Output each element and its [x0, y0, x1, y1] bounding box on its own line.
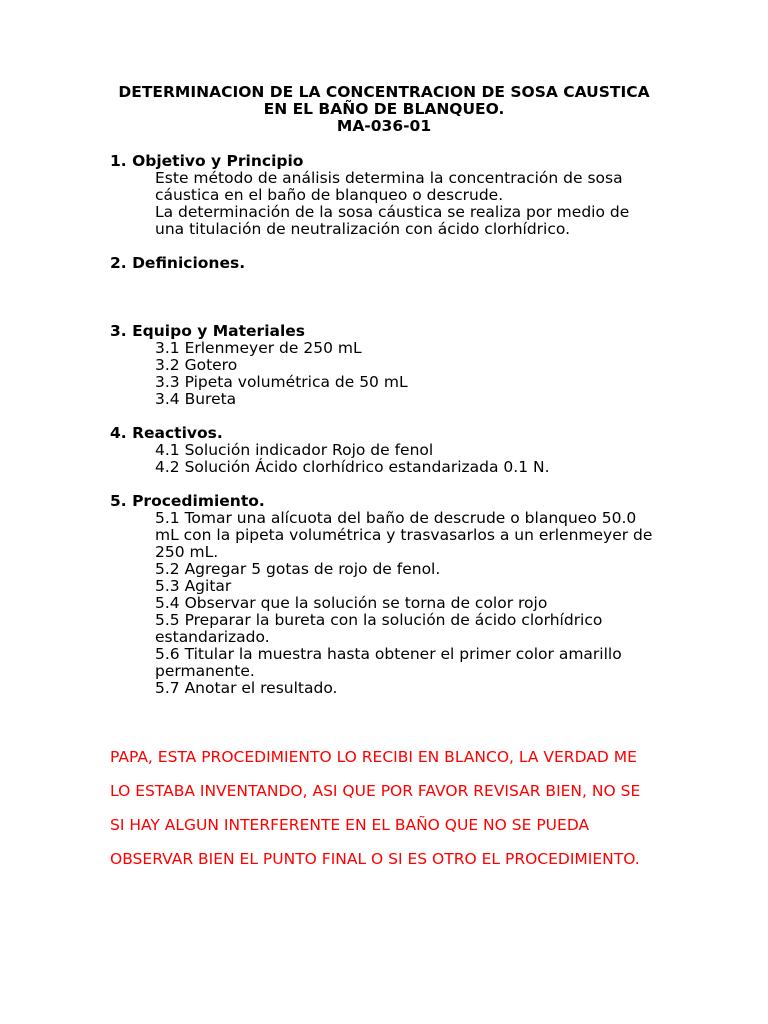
- list-item: mL con la pipeta volumétrica y trasvasarlos a un erlenmeyer de: [155, 526, 653, 544]
- list-item: 3.3 Pipeta volumétrica de 50 mL: [155, 373, 408, 391]
- list-item: 250 mL.: [155, 543, 219, 561]
- list-item: permanente.: [155, 662, 255, 680]
- list-item: 3.2 Gotero: [155, 356, 238, 374]
- body-line: una titulación de neutralización con ácido clorhídrico.: [155, 220, 571, 238]
- list-item: 3.4 Bureta: [155, 390, 237, 408]
- list-item: 5.6 Titular la muestra hasta obtener el primer color amarillo: [155, 645, 622, 663]
- list-item: 5.3 Agitar: [155, 577, 232, 595]
- section-objetivo: [110, 153, 670, 238]
- note-line: LO ESTABA INVENTANDO, ASI QUE POR FAVOR REVISAR BIEN, NO SE: [110, 782, 641, 800]
- section-equipo: [110, 323, 670, 408]
- list-item: 4.1 Solución indicador Rojo de fenol: [155, 441, 434, 459]
- body-line: Este método de análisis determina la concentración de sosa: [155, 169, 623, 187]
- body-line: La determinación de la sosa cáustica se realiza por medio de: [155, 203, 630, 221]
- section-heading: 1. Objetivo y Principio: [110, 152, 304, 170]
- section-heading: 2. Definiciones.: [110, 254, 246, 272]
- list-item: estandarizado.: [155, 628, 270, 646]
- note-line: PAPA, ESTA PROCEDIMIENTO LO RECIBI EN BLANCO, LA VERDAD ME: [110, 748, 637, 766]
- section-body: [110, 340, 670, 408]
- section-heading: 3. Equipo y Materiales: [110, 322, 306, 340]
- title-line: DETERMINACION DE LA CONCENTRACION DE SOSA CAUSTICA: [118, 83, 650, 101]
- red-note: [110, 732, 670, 885]
- section-procedimiento: [110, 493, 670, 697]
- section-body: [110, 170, 670, 238]
- document-title: [0, 84, 768, 135]
- title-line: EN EL BAÑO DE BLANQUEO.: [263, 100, 505, 118]
- note-line: OBSERVAR BIEN EL PUNTO FINAL O SI ES OTRO EL PROCEDIMIENTO.: [110, 850, 640, 868]
- list-item: 5.1 Tomar una alícuota del baño de descrude o blanqueo 50.0: [155, 509, 637, 527]
- list-item: 4.2 Solución Ácido clorhídrico estandarizada 0.1 N.: [155, 458, 550, 476]
- document-code: MA-036-01: [336, 117, 432, 135]
- section-heading: 4. Reactivos.: [110, 424, 223, 442]
- note-line: SI HAY ALGUN INTERFERENTE EN EL BAÑO QUE NO SE PUEDA: [110, 816, 590, 834]
- section-body: [110, 510, 670, 697]
- list-item: 3.1 Erlenmeyer de 250 mL: [155, 339, 362, 357]
- section-definiciones: [110, 255, 670, 272]
- list-item: 5.5 Preparar la bureta con la solución de ácido clorhídrico: [155, 611, 603, 629]
- list-item: 5.2 Agregar 5 gotas de rojo de fenol.: [155, 560, 441, 578]
- body-line: cáustica en el baño de blanqueo o descrude.: [155, 186, 504, 204]
- list-item: 5.7 Anotar el resultado.: [155, 679, 338, 697]
- section-heading: 5. Procedimiento.: [110, 492, 265, 510]
- list-item: 5.4 Observar que la solución se torna de color rojo: [155, 594, 548, 612]
- section-reactivos: [110, 425, 670, 476]
- section-body: [110, 442, 670, 476]
